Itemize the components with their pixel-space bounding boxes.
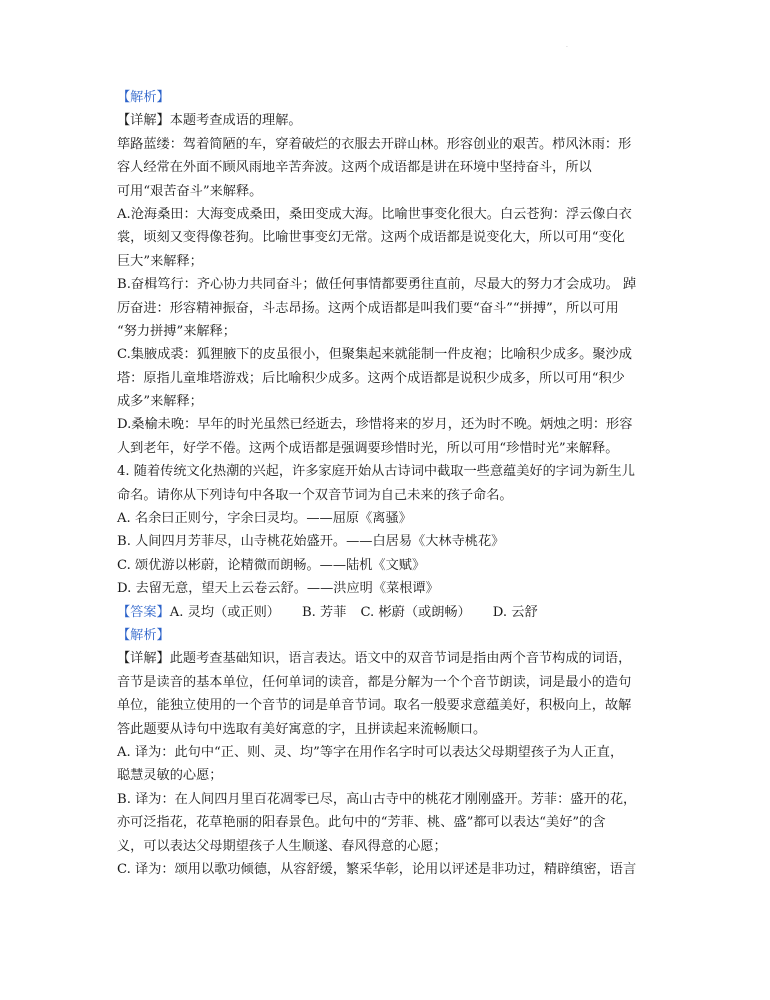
detail-tag: 【详解】 bbox=[117, 651, 170, 667]
question-4-option-c: C. 颂优游以彬蔚，论精微而朗畅。——陆机《文赋》 bbox=[117, 557, 426, 573]
translation-b-line: B. 译为：在人间四月里百花凋零已尽，高山古寺中的桃花才刚刚盛开。芳菲：盛开的花， bbox=[117, 791, 637, 807]
analysis-tag: 【解析】 bbox=[117, 90, 170, 105]
translation-a-line: 聪慧灵敏的心愿； bbox=[117, 768, 223, 784]
translation-b-line: 亦可泛指花，花草艳丽的阳春景色。此句中的“芳菲、桃、盛”都可以表达“美好”的含 bbox=[117, 815, 606, 831]
answer-a: A. 灵均（或正则） bbox=[169, 604, 280, 620]
paragraph-line: 可用“艰苦奋斗”来解释。 bbox=[117, 183, 263, 199]
question-4-option-b: B. 人间四月芳菲尽，山寺桃花始盛开。——白居易《大林寺桃花》 bbox=[117, 534, 505, 550]
option-a-explanation-line: A.沧海桑田：大海变成桑田，桑田变成大海。比喻世事变化很大。白云苍狗：浮云像白衣 bbox=[117, 206, 632, 222]
document-body bbox=[117, 86, 657, 881]
analysis-tag-line bbox=[117, 86, 657, 109]
analysis-tag: 【解析】 bbox=[117, 627, 170, 643]
question-4-stem-line: 4. 随着传统文化热潮的兴起，许多家庭开始从古诗词中截取一些意蕴美好的字词为新生儿 bbox=[117, 464, 635, 480]
answer-line bbox=[117, 601, 657, 624]
detail-intro-line bbox=[117, 109, 657, 132]
detail-line: 音节是读音的基本单位，任何单词的读音，都是分解为一个个音节朗读，词是最小的造句 bbox=[117, 674, 632, 690]
question-4-option-a: A. 名余曰正则兮，字余曰灵均。——屈原《离骚》 bbox=[117, 511, 412, 527]
detail-line: 答此题要从诗句中选取有美好寓意的字，且拼读起来流畅顺口。 bbox=[117, 721, 487, 737]
answer-d: D. 云舒 bbox=[492, 604, 538, 620]
option-d-explanation-line: 人到老年，好学不倦。这两个成语都是强调要珍惜时光，所以可用“珍惜时光”来解释。 bbox=[117, 440, 619, 456]
detail-line: 单位，能独立使用的一个音节的词是单音节词。取名一般要求意蕴美好，积极向上，故解 bbox=[117, 698, 632, 714]
answer-tag: 【答案】 bbox=[117, 604, 170, 620]
answer-b: B. 芳菲 bbox=[301, 604, 347, 620]
option-c-explanation-line: C.集腋成裘：狐狸腋下的皮虽很小，但聚集起来就能制一件皮袍；比喻积少成多。聚沙成 bbox=[117, 347, 632, 363]
translation-b-line: 义，可以表达父母期望孩子人生顺遂、春风得意的心愿； bbox=[117, 838, 447, 854]
option-b-explanation-line: “努力拼搏”来解释； bbox=[117, 323, 236, 339]
detail-intro-text: 本题考查成语的理解。 bbox=[169, 113, 302, 129]
option-c-explanation-line: 成多”来解释； bbox=[117, 394, 203, 410]
translation-a-line: A. 译为：此句中“正、则、灵、均”等字在用作名字时可以表达父母期望孩子为人正直， bbox=[117, 744, 624, 760]
option-b-explanation-line: B.奋楫笃行：齐心协力共同奋斗；做任何事情都要勇往直前，尽最大的努力才会成功。 踔 bbox=[117, 277, 637, 293]
option-c-explanation-line: 塔：原指儿童堆塔游戏；后比喻积少成多。这两个成语都是说积少成多，所以可用“积少 bbox=[117, 370, 625, 386]
question-4-stem-line: 命名。请你从下列诗句中各取一个双音节词为自己未来的孩子命名。 bbox=[117, 487, 513, 503]
translation-c-line: C. 译为：颂用以歌功倾德，从容舒缓，繁采华彰，论用以评述是非功过，精辟缜密，语言 bbox=[117, 861, 637, 877]
option-d-explanation-line: D.桑榆未晚：早年的时光虽然已经逝去，珍惜将来的岁月，还为时不晚。炳烛之明：形容 bbox=[117, 417, 633, 433]
question-4-option-d: D. 去留无意，望天上云卷云舒。——洪应明《菜根谭》 bbox=[117, 581, 439, 597]
answer-c: C. 彬蔚（或朗畅） bbox=[360, 604, 471, 620]
option-a-explanation-line: 裳，顷刻又变得像苍狗。比喻世事变幻无常。这两个成语都是说变化大，所以可用“变化 bbox=[117, 230, 625, 246]
option-a-explanation-line: 巨大”来解释； bbox=[117, 253, 203, 269]
detail-text: 此题考查基础知识，语言表达。语文中的双音节词是指由两个音节构成的词语， bbox=[169, 651, 632, 667]
detail-tag: 【详解】 bbox=[117, 113, 170, 129]
option-b-explanation-line: 厉奋进：形容精神振奋，斗志昂扬。这两个成语都是叫我们要“奋斗”“拼搏”，所以可用 bbox=[117, 300, 619, 316]
paragraph-line: 容人经常在外面不顾风雨地辛苦奔波。这两个成语都是讲在环境中坚持奋斗，所以 bbox=[117, 160, 592, 176]
analysis-tag-line bbox=[117, 624, 657, 647]
detail-line bbox=[117, 647, 657, 670]
page-header-mark: · bbox=[566, 44, 568, 51]
paragraph-line: 筚路蓝缕：驾着简陋的车，穿着破烂的衣服去开辟山林。形容创业的艰苦。栉风沐雨：形 bbox=[117, 136, 632, 152]
